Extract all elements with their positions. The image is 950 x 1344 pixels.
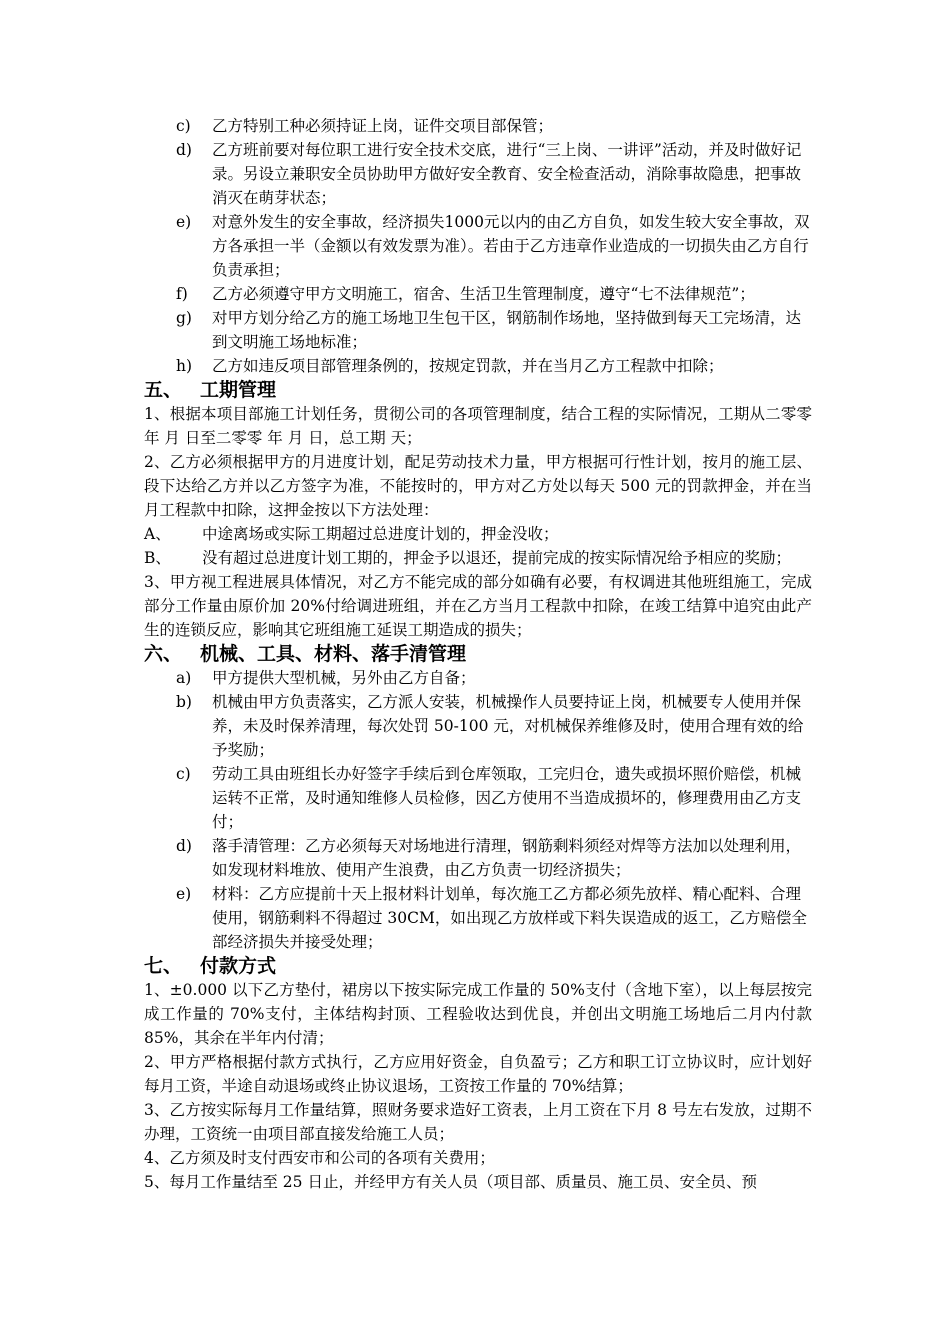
- list-item: [144, 306, 812, 354]
- list-item-label: B、: [144, 549, 171, 567]
- list-item-label: b): [176, 693, 192, 711]
- list-item: [144, 522, 812, 546]
- section-heading: [144, 642, 812, 666]
- list-item-text: 乙方班前要对每位职工进行安全技术交底，进行“三上岗、一讲评”活动，并及时做好记录。另设立兼职安全员协助甲方做好安全教育、安全检查活动，消除事故隐患，把事故消灭在萌芽状态；: [212, 141, 802, 207]
- list-item: [144, 546, 812, 570]
- list-item-label: e): [176, 213, 192, 231]
- list-item-text: 乙方必须遵守甲方文明施工，宿舍、生活卫生管理制度，遵守“七不法律规范”；: [212, 285, 755, 303]
- list-item-text: 乙方如违反项目部管理条例的，按规定罚款，并在当月乙方工程款中扣除；: [212, 357, 724, 375]
- list-item-label: d): [176, 141, 192, 159]
- list-item-label: e): [176, 885, 192, 903]
- section-number: 七、: [144, 955, 183, 977]
- document-body: [144, 114, 812, 1194]
- numbered-paragraph: 3、乙方按实际每月工作量结算，照财务要求造好工资表，上月工资在下月 8 号左右发放，过期不办理，工资统一由项目部直接发给施工人员；: [144, 1101, 812, 1143]
- section-heading: [144, 954, 812, 978]
- section-title: 付款方式: [200, 955, 277, 977]
- numbered-paragraph: 4、乙方须及时支付西安市和公司的各项有关费用；: [144, 1149, 495, 1167]
- list-item: [144, 834, 812, 882]
- list-item: [144, 690, 812, 762]
- section-number: 六、: [144, 643, 183, 665]
- list-item-label: g): [176, 309, 192, 327]
- list-item: [144, 210, 812, 282]
- section-number: 五、: [144, 379, 183, 401]
- list-item-label: c): [176, 765, 191, 783]
- section-heading: [144, 378, 812, 402]
- list-item: [144, 762, 812, 834]
- list-item-label: a): [176, 669, 192, 687]
- list-item-text: 乙方特别工种必须持证上岗，证件交项目部保管；: [212, 117, 554, 135]
- list-item-label: h): [176, 357, 193, 375]
- list-item: [144, 666, 812, 690]
- list-item-label: A、: [144, 525, 171, 543]
- list-item-text: 对甲方划分给乙方的施工场地卫生包干区，钢筋制作场地，坚持做到每天工完场清，达到文明施工场地标准；: [212, 309, 802, 351]
- list-item: [144, 354, 812, 378]
- numbered-paragraph: 5、每月工作量结至 25 日止，并经甲方有关人员（项目部、质量员、施工员、安全员、预: [144, 1173, 757, 1191]
- list-item-text: 中途离场或实际工期超过总进度计划的，押金没收；: [202, 525, 559, 543]
- list-item-text: 甲方提供大型机械，另外由乙方自备；: [212, 669, 476, 687]
- numbered-paragraph: 2、甲方严格根据付款方式执行，乙方应用好资金，自负盈亏；乙方和职工订立协议时，应计划好每月工资，半途自动退场或终止协议退场，工资按工作量的 70%结算；: [144, 1053, 812, 1095]
- section-title: 工期管理: [200, 379, 277, 401]
- list-item: [144, 138, 812, 210]
- numbered-paragraph: 2、乙方必须根据甲方的月进度计划，配足劳动技术力量，甲方根据可行性计划，按月的施工层、段下达给乙方并以乙方签字为准，不能按时的，甲方对乙方处以每天 500 元的罚款押金，并在当月工程款中扣除，这押金按以下方法处理：: [144, 453, 812, 519]
- numbered-paragraph: 1、±0.000 以下乙方垫付，裙房以下按实际完成工作量的 50%支付（含地下室），以上每层按完成工作量的 70%支付，主体结构封顶、工程验收达到优良，并创出文明施工场地后二月内付款 85%，其余在半年内付清；: [144, 981, 812, 1047]
- section-title: 机械、工具、材料、落手清管理: [200, 643, 467, 665]
- list-item-text: 对意外发生的安全事故，经济损失1000元以内的由乙方自负，如发生较大安全事故，双方各承担一半（金额以有效发票为准）。若由于乙方违章作业造成的一切损失由乙方自行负责承担；: [212, 213, 810, 279]
- list-item: [144, 282, 812, 306]
- list-item-text: 劳动工具由班组长办好签字手续后到仓库领取，工完归仓，遗失或损坏照价赔偿，机械运转不正常，及时通知维修人员检修，因乙方使用不当造成损坏的，修理费用由乙方支付；: [212, 765, 802, 831]
- list-item-label: d): [176, 837, 192, 855]
- list-item: [144, 882, 812, 954]
- list-item-text: 材料：乙方应提前十天上报材料计划单，每次施工乙方都必须先放样、精心配料、合理使用，钢筋剩料不得超过 30CM，如出现乙方放样或下料失误造成的返工，乙方赔偿全部经济损失并接受处理；: [212, 885, 807, 951]
- list-item-text: 没有超过总进度计划工期的，押金予以退还，提前完成的按实际情况给予相应的奖励；: [202, 549, 792, 567]
- list-item-text: 机械由甲方负责落实，乙方派人安装，机械操作人员要持证上岗，机械要专人使用并保养，未及时保养清理，每次处罚 50-100 元，对机械保养维修及时，使用合理有效的给予奖励；: [212, 693, 804, 759]
- numbered-paragraph: 3、甲方视工程进展具体情况，对乙方不能完成的部分如确有必要，有权调进其他班组施工，完成部分工作量由原价加 20%付给调进班组，并在乙方当月工程款中扣除，在竣工结算中追究由此产生的连锁反应，影响其它班组施工延误工期造成的损失；: [144, 573, 812, 639]
- list-item-text: 落手清管理：乙方必须每天对场地进行清理，钢筋剩料须经对焊等方法加以处理利用，如发现材料堆放、使用产生浪费，由乙方负责一切经济损失；: [212, 837, 802, 879]
- list-item-label: f): [176, 285, 188, 303]
- list-item-label: c): [176, 117, 191, 135]
- list-item: [144, 114, 812, 138]
- numbered-paragraph: 1、根据本项目部施工计划任务，贯彻公司的各项管理制度，结合工程的实际情况，工期从二零零 年 月 日至二零零 年 月 日，总工期 天；: [144, 405, 812, 447]
